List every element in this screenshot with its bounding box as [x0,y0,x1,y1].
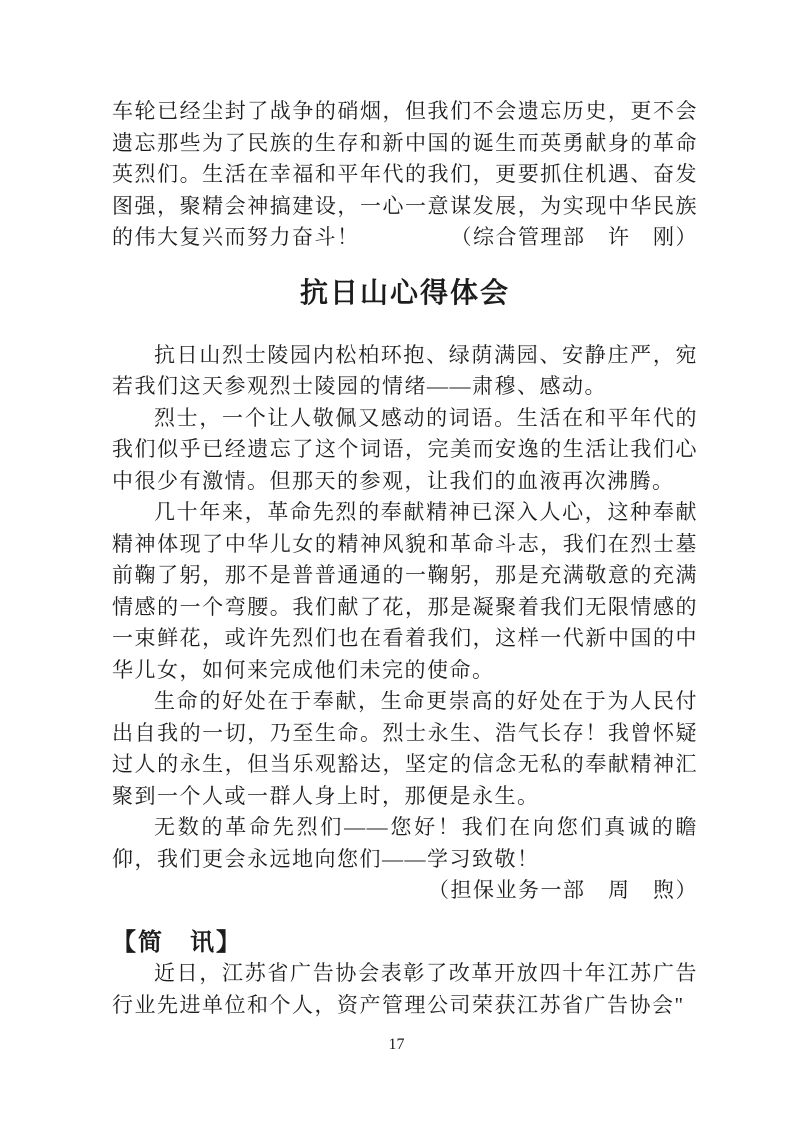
page-number: 17 [388,1036,405,1053]
briefs-paragraph: 近日，江苏省广告协会表彰了改革开放四十年江苏广告行业先进单位和个人，资产管理公司荣获江苏省广告协会" [112,961,698,1017]
prev-article-signature: （综合管理部 许 刚） [450,225,698,249]
continuation-paragraph [112,96,698,254]
article-paragraph-4: 生命的好处在于奉献，生命更崇高的好处在于为人民付出自我的一切，乃至生命。烈士永生、浩气长存！我曾怀疑过人的永生，但当乐观豁达，坚定的信念无私的奉献精神汇聚到一个人或一群人身上时，那便是永生。 [112,689,698,808]
article-signature: （担保业务一部 周 煦） [428,878,698,902]
briefs-section-heading: 【简 讯】 [112,928,242,956]
page-content [112,96,698,1021]
article-paragraph-3: 几十年来，革命先烈的奉献精神已深入人心，这种奉献精神体现了中华儿女的精神风貌和革命斗志，我们在烈士墓前鞠了躬，那不是普普通通的一鞠躬，那是充满敬意的充满情感的一个弯腰。我们献了花，那是凝聚着我们无限情感的一束鲜花，或许先烈们也在看着我们，这样一代新中国的中华儿女，如何来完成他们未完的使命。 [112,500,698,682]
article-title: 抗日山心得体会 [299,276,510,308]
article-paragraph-5: 无数的革命先烈们——您好！我们在向您们真诚的瞻仰，我们更会永远地向您们——学习致敬！ [112,815,698,871]
article-paragraph-2: 烈士，一个让人敬佩又感动的词语。生活在和平年代的我们似乎已经遗忘了这个词语，完美而安逸的生活让我们心中很少有激情。但那天的参观，让我们的血液再次沸腾。 [112,405,698,493]
article-paragraph-1: 抗日山烈士陵园内松柏环抱、绿荫满园、安静庄严，宛若我们这天参观烈士陵园的情绪——肃穆、感动。 [112,342,698,398]
continuation-paragraph-text: 车轮已经尘封了战争的硝烟，但我们不会遗忘历史，更不会遗忘那些为了民族的生存和新中国的诞生而英勇献身的革命英烈们。生活在幸福和平年代的我们，更要抓住机遇、奋发图强，聚精会神搞建设，一心一意谋发展，为实现中华民族的伟大复兴而努力奋斗！ [112,99,698,249]
